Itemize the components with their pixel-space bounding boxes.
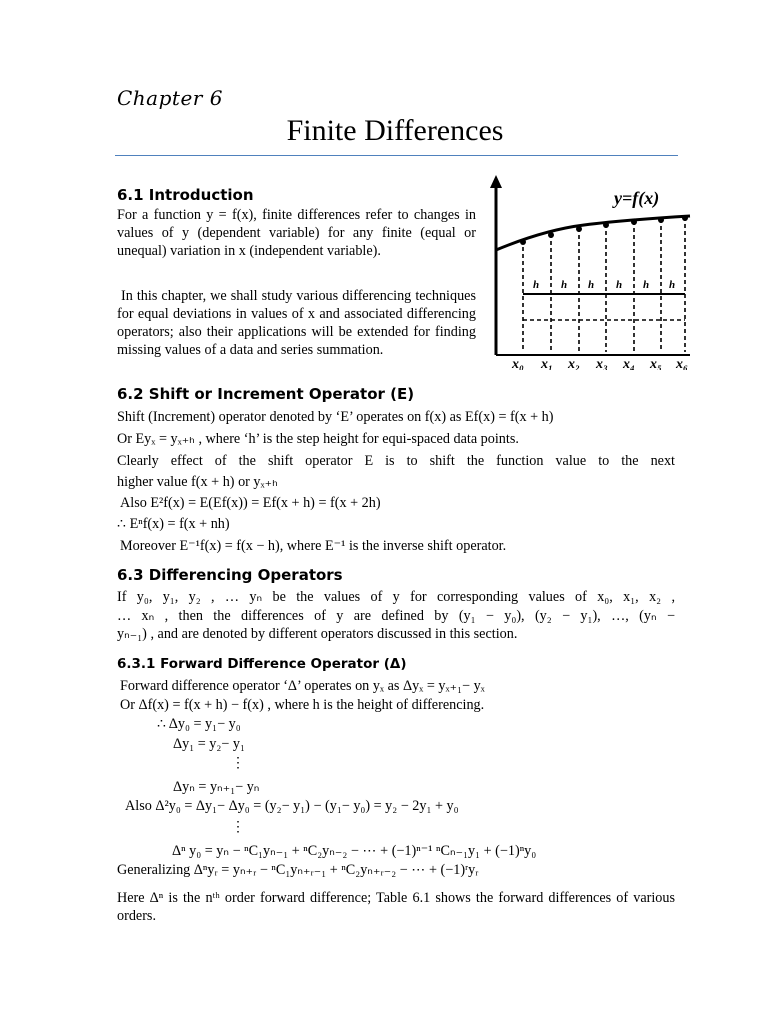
forward-line-8: Generalizing Δⁿyᵣ = yₙ₊ᵣ − ⁿC₁yₙ₊ᵣ₋₁ + ⁿC₂yₙ₊ᵣ₋₂ − ⋯ + (−1)ʳyᵣ [117,862,479,878]
step-label: h [669,279,676,291]
step-label: h [616,279,623,291]
forward-line-7: Δⁿ y₀ = yₙ − ⁿC₁yₙ₋₁ + ⁿC₂yₙ₋₂ − ⋯ + (−1)ⁿ⁻¹ ⁿCₙ₋₁y₁ + (−1)ⁿy₀ [172,843,537,859]
step-label: h [533,279,540,291]
diff-line-2: … xₙ , then the differences of y are defined by (y₁ − y₀), (y₂ − y₁), …, (yₙ − [117,608,675,624]
title-divider [115,155,678,156]
vertical-ellipsis: ⋮ [231,755,246,771]
step-label: h [561,279,568,291]
x-tick-label: x₅ [650,357,662,370]
section-heading-6-3-1: 6.3.1 Forward Difference Operator (Δ) [117,656,407,672]
x-tick-label: x₄ [623,357,635,370]
shift-line-3: Clearly effect of the shift operator E is to shift the function value to the next [117,453,675,469]
diff-line-1: If y₀, y₁, y₂ , … yₙ be the values of y for corresponding values of x₀, x₁, x₂ , [117,589,675,605]
shift-line-2: Or Eyₓ = yₓ₊ₕ , where ‘h’ is the step height for equi-spaced data points. [117,431,519,447]
x-tick-label: x₃ [596,357,608,370]
diff-line-3: yₙ₋₁) , and are denoted by different operators discussed in this section. [117,626,518,642]
forward-line-2: Or Δf(x) = f(x + h) − f(x) , where h is the height of differencing. [120,697,485,713]
step-label: h [643,279,650,291]
shift-line-4: higher value f(x + h) or yₓ₊ₕ [117,474,278,490]
shift-line-1: Shift (Increment) operator denoted by ‘E’ operates on f(x) as Ef(x) = f(x + h) [117,409,554,425]
intro-paragraph-1: For a function y = f(x), finite differences refer to changes in values of y (dependent variable) for any finite (equal or unequal) variation in x (independent variable). [117,207,476,259]
forward-paragraph-end: Here Δⁿ is the nᵗʰ order forward difference; Table 6.1 shows the forward differences of various orders. [117,890,675,924]
x-tick-label: x₁ [541,357,553,370]
function-label: y=f(x) [614,188,660,208]
forward-line-1: Forward difference operator ‘Δ’ operates on yₓ as Δyₓ = yₓ₊₁− yₓ [120,678,485,694]
forward-line-5: Δyₙ = yₙ₊₁− yₙ [173,779,260,795]
forward-line-6: Also Δ²y₀ = Δy₁− Δy₀ = (y₂− y₁) − (y₁− y₀) = y₂ − 2y₁ + y₀ [125,798,459,814]
x-tick-label: x₆ [676,357,688,370]
forward-line-3: ∴ Δy₀ = y₁− y₀ [157,716,241,732]
chapter-title: Finite Differences [286,114,504,147]
intro-paragraph-2: In this chapter, we shall study various differencing techniques for equal deviations in values of x and associated differencing operators; also their applications will be extended for finding missing values of a data and series summation. [117,288,476,358]
x-tick-label: x₀ [512,357,524,370]
step-label: h [588,279,595,291]
shift-line-5: Also E²f(x) = E(Ef(x)) = Ef(x + h) = f(x + 2h) [120,495,381,511]
shift-line-6: ∴ Eⁿf(x) = f(x + nh) [117,516,230,532]
section-heading-6-3: 6.3 Differencing Operators [117,566,343,584]
shift-line-7: Moreover E⁻¹f(x) = f(x − h), where E⁻¹ is the inverse shift operator. [120,538,507,554]
chapter-label: Chapter 6 [117,86,223,110]
forward-line-4: Δy₁ = y₂− y₁ [173,736,245,752]
section-heading-6-2: 6.2 Shift or Increment Operator (E) [117,385,415,403]
section-heading-6-1: 6.1 Introduction [117,186,254,204]
vertical-ellipsis: ⋮ [231,819,246,835]
x-tick-label: x₂ [568,357,580,370]
finite-difference-figure [484,170,694,370]
